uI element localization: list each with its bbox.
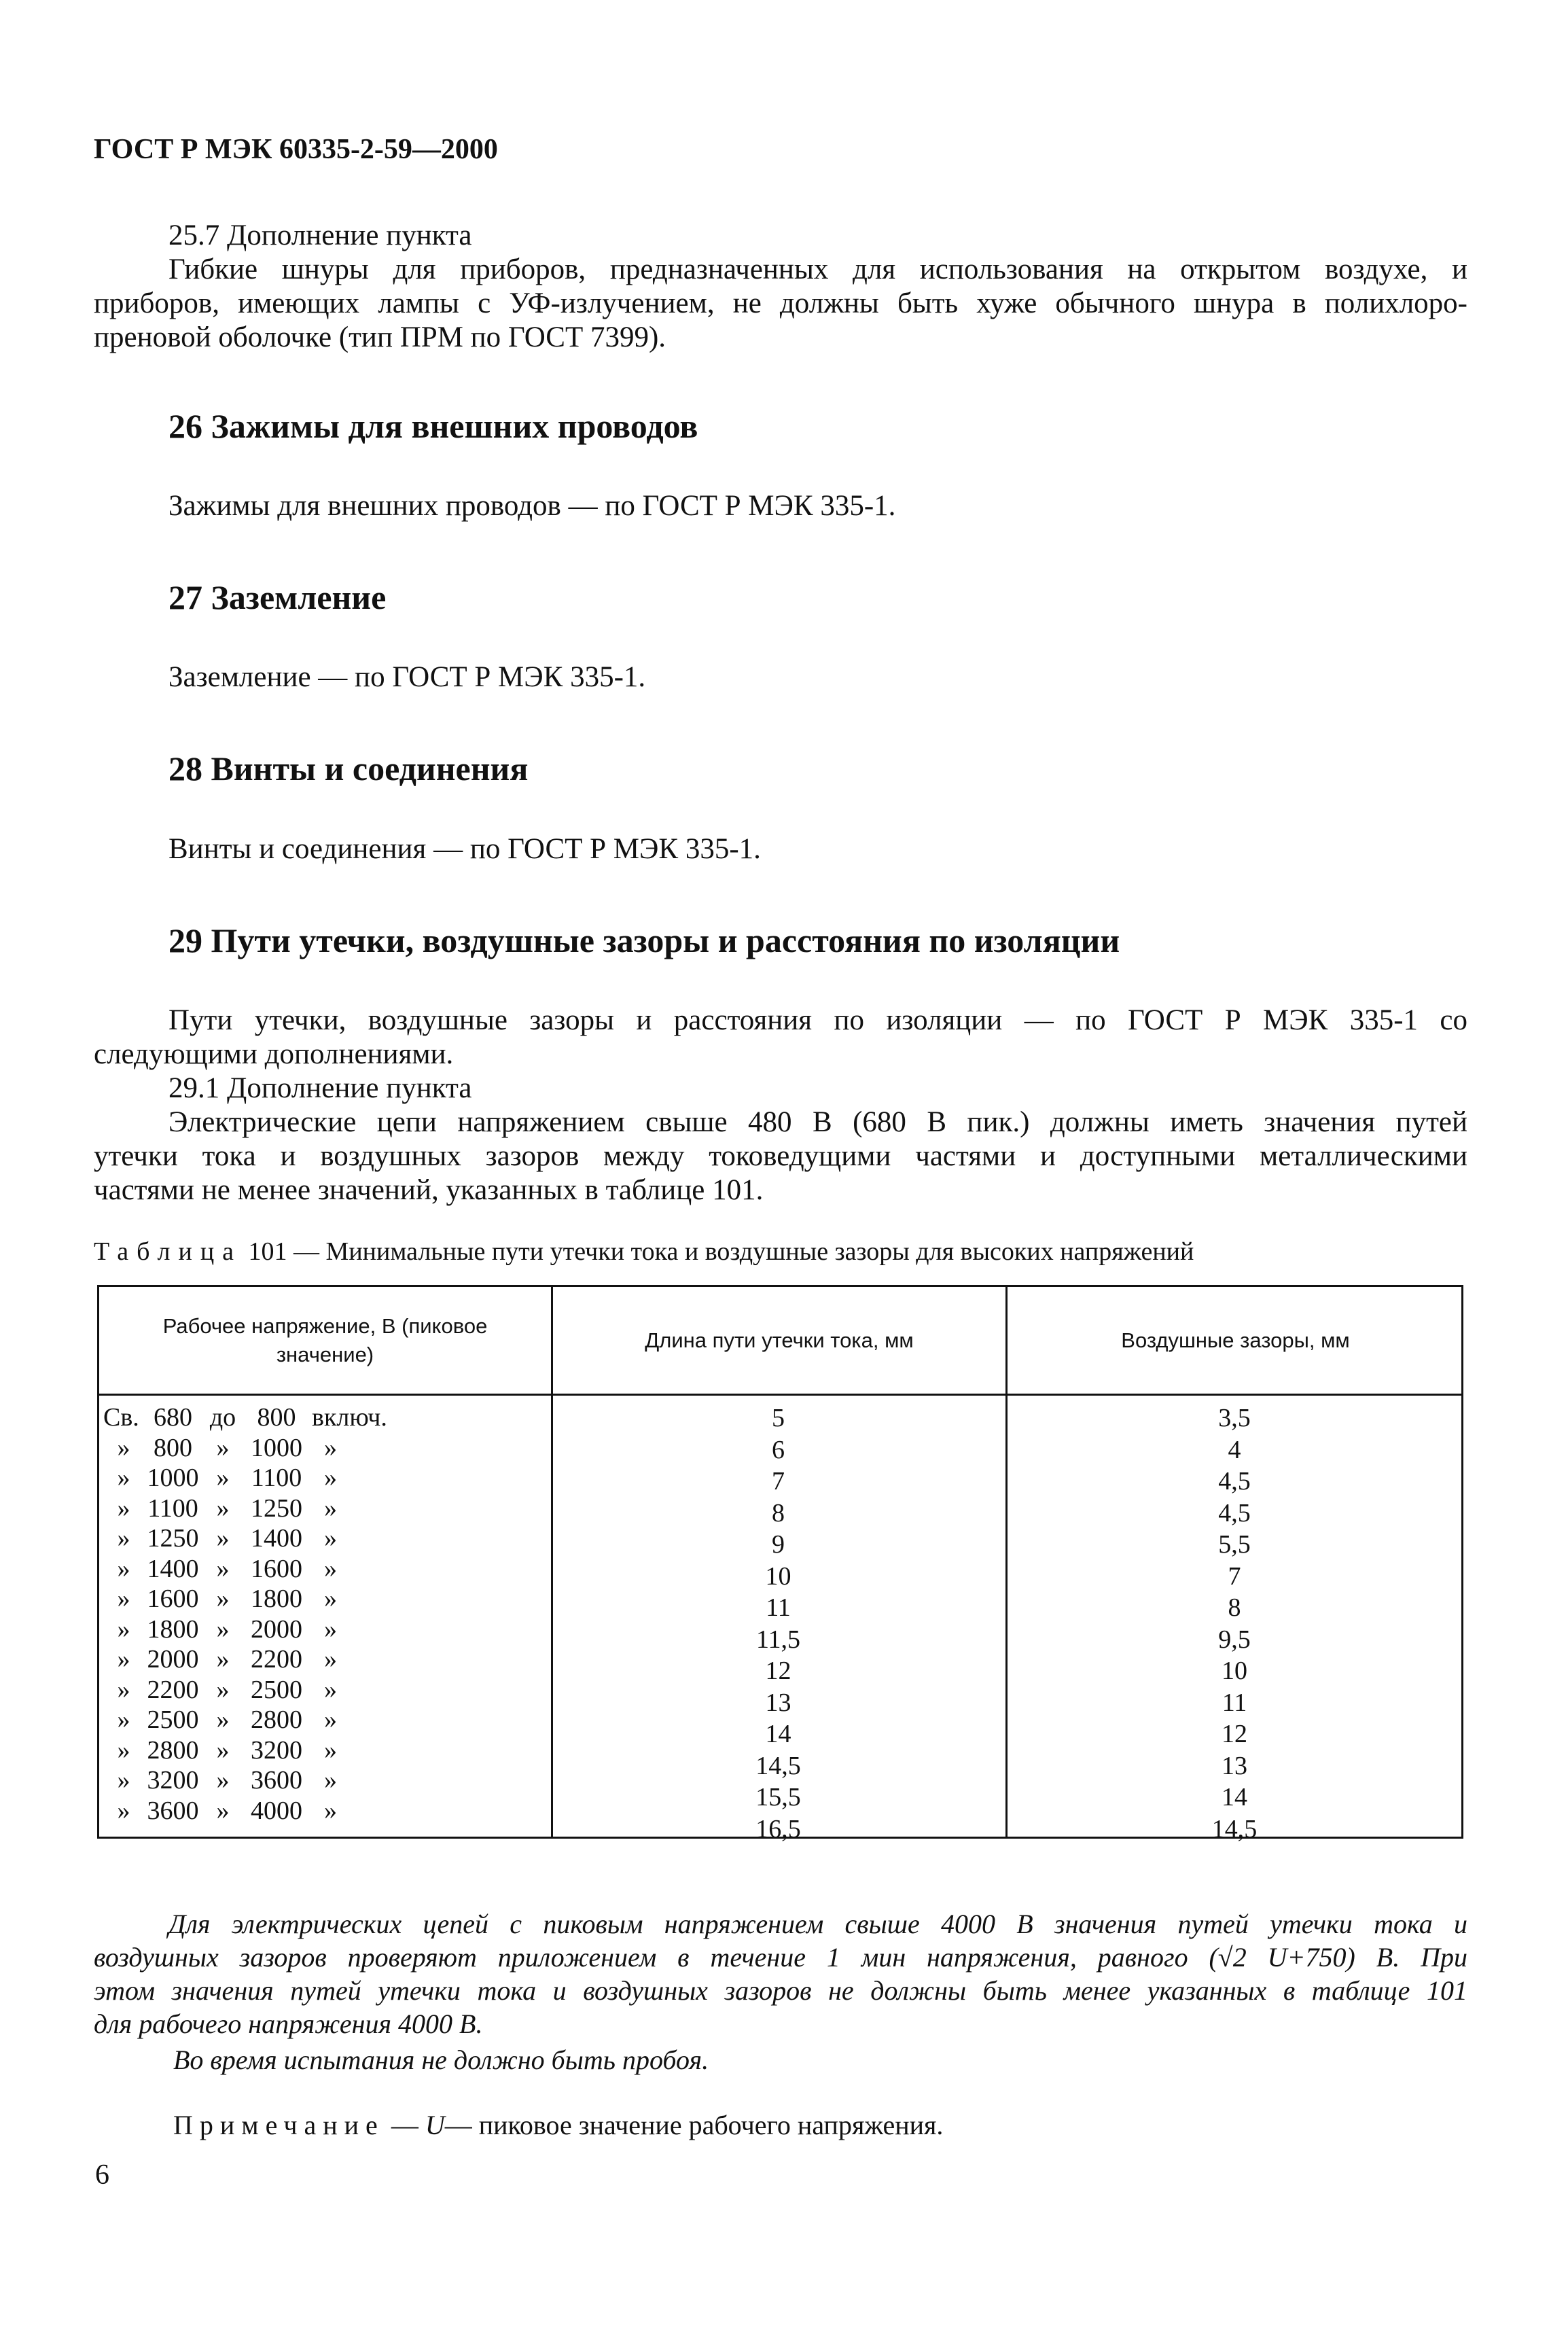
voltage-to: 1600	[251, 1554, 302, 1583]
voltage-mid: »	[216, 1766, 230, 1794]
table-cell-creepage: 14	[765, 1720, 791, 1748]
section-26-text: Зажимы для внешних проводов — по ГОСТ Р МЭК 335-1.	[168, 490, 896, 522]
clause-25-7-line-2: приборов, имеющих лампы с УФ-излучением, не должны быть хуже обычного шнура в полихлоро-	[94, 287, 1467, 319]
table-cell-creepage: 10	[765, 1561, 791, 1591]
voltage-post: »	[324, 1675, 337, 1704]
clause-25-7-text	[94, 253, 1467, 355]
section-28-text: Винты и соединения — по ГОСТ Р МЭК 335-1.	[168, 833, 761, 865]
note-text: — пиковое значение рабочего напряжения.	[444, 2110, 944, 2140]
table-row-voltage	[103, 1584, 552, 1614]
table-cell-clearance: 12	[1222, 1720, 1247, 1748]
table-cell-clearance: 7	[1228, 1561, 1241, 1591]
table-column-clearance	[1005, 1402, 1463, 1845]
voltage-to: 800	[257, 1403, 296, 1432]
clause-29-1-line-2: утечки тока и воздушных зазоров между токоведущими частями и доступными металлическими	[94, 1140, 1467, 1172]
voltage-post: »	[324, 1493, 337, 1523]
table-header-creepage: Длина пути утечки тока, мм	[645, 1328, 914, 1352]
high-voltage-line-3: этом значения путей утечки тока и воздушных зазоров не должны быть менее указанных в таблице 101	[94, 1975, 1467, 2006]
section-29-intro	[94, 1004, 1467, 1072]
voltage-from: 3600	[147, 1796, 199, 1825]
voltage-pre: »	[117, 1735, 130, 1765]
table-cell-clearance: 4,5	[1218, 1467, 1251, 1496]
section-29-title: 29 Пути утечки, воздушные зазоры и расстояния по изоляции	[168, 921, 1120, 959]
voltage-mid: »	[216, 1675, 230, 1704]
voltage-pre: »	[117, 1433, 130, 1462]
voltage-pre: »	[117, 1554, 130, 1583]
voltage-to: 1400	[251, 1524, 302, 1553]
table-column-creepage	[551, 1402, 1005, 1845]
voltage-post: »	[324, 1614, 337, 1644]
table-cell-clearance: 14	[1222, 1783, 1247, 1811]
voltage-pre: »	[117, 1524, 130, 1553]
table-row-voltage	[103, 1433, 552, 1464]
voltage-mid: »	[216, 1796, 230, 1825]
section-28-title: 28 Винты и соединения	[168, 749, 529, 788]
voltage-mid: »	[216, 1614, 230, 1644]
note	[173, 2109, 943, 2141]
voltage-from: 1000	[147, 1464, 199, 1492]
voltage-mid: »	[216, 1735, 230, 1765]
voltage-pre: »	[117, 1766, 130, 1794]
note-label: Примечание	[173, 2110, 385, 2140]
table-header-divider	[99, 1394, 1461, 1396]
voltage-pre: »	[117, 1614, 130, 1644]
table-cell-creepage: 7	[772, 1467, 785, 1496]
table-cell-creepage: 9	[772, 1530, 785, 1559]
table-header-voltage: Рабочее напряжение, В (пиковое значение)	[162, 1313, 488, 1366]
high-voltage-line-1: Для электрических цепей с пиковым напряжением свыше 4000 В значения путей утечки тока и	[168, 1909, 1467, 1939]
high-voltage-line-4: для рабочего напряжения 4000 В.	[94, 2009, 483, 2039]
clause-25-7-line-3: преновой оболочке (тип ПРМ по ГОСТ 7399).	[94, 321, 666, 353]
voltage-post: »	[324, 1766, 337, 1794]
voltage-from: 1250	[147, 1524, 199, 1553]
voltage-post: »	[324, 1585, 337, 1613]
voltage-from: 2800	[147, 1735, 199, 1765]
table-cell-clearance: 13	[1222, 1751, 1247, 1780]
voltage-pre: »	[117, 1493, 130, 1523]
table-row-voltage	[103, 1523, 552, 1554]
voltage-to: 1100	[251, 1464, 302, 1492]
voltage-post: »	[324, 1554, 337, 1583]
table-cell-clearance: 10	[1222, 1657, 1247, 1685]
section-29-intro-line-2: следующими дополнениями.	[94, 1038, 454, 1070]
voltage-mid: »	[216, 1554, 230, 1583]
clause-29-1-text	[94, 1106, 1467, 1207]
voltage-mid: »	[216, 1493, 230, 1523]
voltage-mid: »	[216, 1464, 230, 1492]
table-cell-creepage: 14,5	[755, 1751, 801, 1780]
voltage-pre: »	[117, 1705, 130, 1734]
clause-29-1-heading: 29.1 Дополнение пункта	[168, 1072, 472, 1104]
voltage-to: 3600	[251, 1766, 302, 1794]
section-29-intro-line-1: Пути утечки, воздушные зазоры и расстояния по изоляции — по ГОСТ Р МЭК 335-1 со	[168, 1004, 1467, 1036]
voltage-from: 1800	[147, 1614, 199, 1644]
voltage-from: 1400	[147, 1554, 199, 1583]
page-number: 6	[95, 2159, 109, 2191]
table-caption-text: 101 — Минимальные пути утечки тока и воздушные зазоры для высоких напряжений	[248, 1237, 1194, 1266]
voltage-mid: »	[216, 1585, 230, 1613]
voltage-mid: до	[209, 1403, 236, 1432]
voltage-pre: »	[117, 1464, 130, 1492]
table-cell-clearance: 8	[1228, 1593, 1241, 1622]
voltage-from: 1100	[147, 1493, 198, 1523]
table-row-voltage	[103, 1765, 552, 1796]
table-cell-creepage: 13	[765, 1688, 791, 1717]
table-row-voltage	[103, 1705, 552, 1735]
clause-25-7-heading: 25.7 Дополнение пункта	[168, 219, 472, 251]
table-cell-creepage: 12	[765, 1657, 791, 1685]
table-cell-creepage: 16,5	[755, 1814, 801, 1843]
voltage-from: 800	[154, 1433, 192, 1462]
voltage-from: 3200	[147, 1766, 199, 1794]
table-cell-clearance: 14,5	[1211, 1814, 1258, 1843]
table-cell-clearance: 11	[1222, 1688, 1247, 1717]
voltage-from: 1600	[147, 1585, 199, 1613]
table-caption-label: Таблица	[94, 1237, 243, 1266]
voltage-from: 680	[154, 1403, 192, 1432]
voltage-post: »	[324, 1464, 337, 1492]
document-header: ГОСТ Р МЭК 60335-2-59—2000	[94, 134, 498, 165]
clause-25-7-line-1: Гибкие шнуры для приборов, предназначенных для использования на открытом воздухе, и	[168, 253, 1467, 285]
voltage-to: 1250	[251, 1493, 302, 1523]
table-cell-clearance: 3,5	[1218, 1404, 1251, 1432]
voltage-post: »	[324, 1705, 337, 1734]
voltage-to: 3200	[251, 1735, 302, 1765]
high-voltage-line-2: воздушных зазоров проверяют приложением в течение 1 мин напряжения, равного (√2 U+750) В. При	[94, 1942, 1467, 1973]
table-row-voltage	[103, 1796, 552, 1826]
voltage-mid: »	[216, 1705, 230, 1734]
voltage-post: »	[324, 1524, 337, 1553]
table-row-voltage	[103, 1493, 552, 1524]
voltage-pre: »	[117, 1675, 130, 1704]
high-voltage-paragraph	[94, 1907, 1467, 2040]
table-cell-creepage: 6	[772, 1435, 785, 1464]
note-variable: U	[425, 2110, 445, 2140]
section-27-title: 27 Заземление	[168, 578, 387, 616]
voltage-post: »	[324, 1796, 337, 1825]
table-row-voltage	[103, 1644, 552, 1675]
clause-29-1-line-1: Электрические цепи напряжением свыше 480 В (680 В пик.) должны иметь значения путей	[168, 1106, 1467, 1138]
voltage-from: 2500	[147, 1705, 199, 1734]
voltage-to: 2200	[251, 1645, 302, 1674]
table-cell-clearance: 4,5	[1218, 1498, 1251, 1527]
no-breakdown-text: Во время испытания не должно быть пробоя.	[173, 2045, 709, 2075]
voltage-to: 1800	[251, 1585, 302, 1613]
table-row-voltage	[103, 1614, 552, 1645]
table-cell-clearance: 9,5	[1218, 1625, 1251, 1654]
section-27-text: Заземление — по ГОСТ Р МЭК 335-1.	[168, 661, 646, 693]
voltage-from: 2000	[147, 1645, 199, 1674]
table-cell-clearance: 4	[1228, 1435, 1241, 1464]
voltage-pre: »	[117, 1645, 130, 1674]
table-row-voltage	[103, 1554, 552, 1585]
table-cell-creepage: 8	[772, 1498, 785, 1527]
voltage-to: 2500	[251, 1675, 302, 1704]
voltage-mid: »	[216, 1433, 230, 1462]
voltage-to: 1000	[251, 1433, 302, 1462]
table-caption	[94, 1237, 1194, 1267]
table-row-voltage	[103, 1402, 552, 1433]
voltage-from: 2200	[147, 1675, 199, 1704]
section-26-title: 26 Зажимы для внешних проводов	[168, 407, 698, 445]
voltage-to: 4000	[251, 1796, 302, 1825]
table-cell-creepage: 5	[772, 1404, 785, 1432]
voltage-post: »	[324, 1735, 337, 1765]
voltage-pre: »	[117, 1585, 130, 1613]
voltage-mid: »	[216, 1524, 230, 1553]
voltage-pre: »	[117, 1796, 130, 1825]
table-cell-creepage: 11,5	[755, 1625, 801, 1654]
table-row-voltage	[103, 1675, 552, 1705]
voltage-pre: Св.	[103, 1403, 139, 1432]
voltage-post: включ.	[312, 1403, 387, 1432]
note-dash: —	[391, 2110, 418, 2140]
voltage-mid: »	[216, 1645, 230, 1674]
table-cell-creepage: 15,5	[755, 1783, 801, 1811]
voltage-to: 2800	[251, 1705, 302, 1734]
clause-29-1-line-3: частями не менее значений, указанных в таблице 101.	[94, 1174, 764, 1206]
voltage-post: »	[324, 1433, 337, 1462]
table-101	[97, 1285, 1463, 1843]
table-header-clearance: Воздушные зазоры, мм	[1121, 1328, 1350, 1352]
table-row-voltage	[103, 1463, 552, 1493]
table-cell-creepage: 11	[766, 1593, 791, 1622]
table-row-voltage	[103, 1735, 552, 1766]
voltage-post: »	[324, 1645, 337, 1674]
table-cell-clearance: 5,5	[1218, 1530, 1251, 1559]
voltage-to: 2000	[251, 1614, 302, 1644]
table-column-voltage	[103, 1402, 552, 1826]
